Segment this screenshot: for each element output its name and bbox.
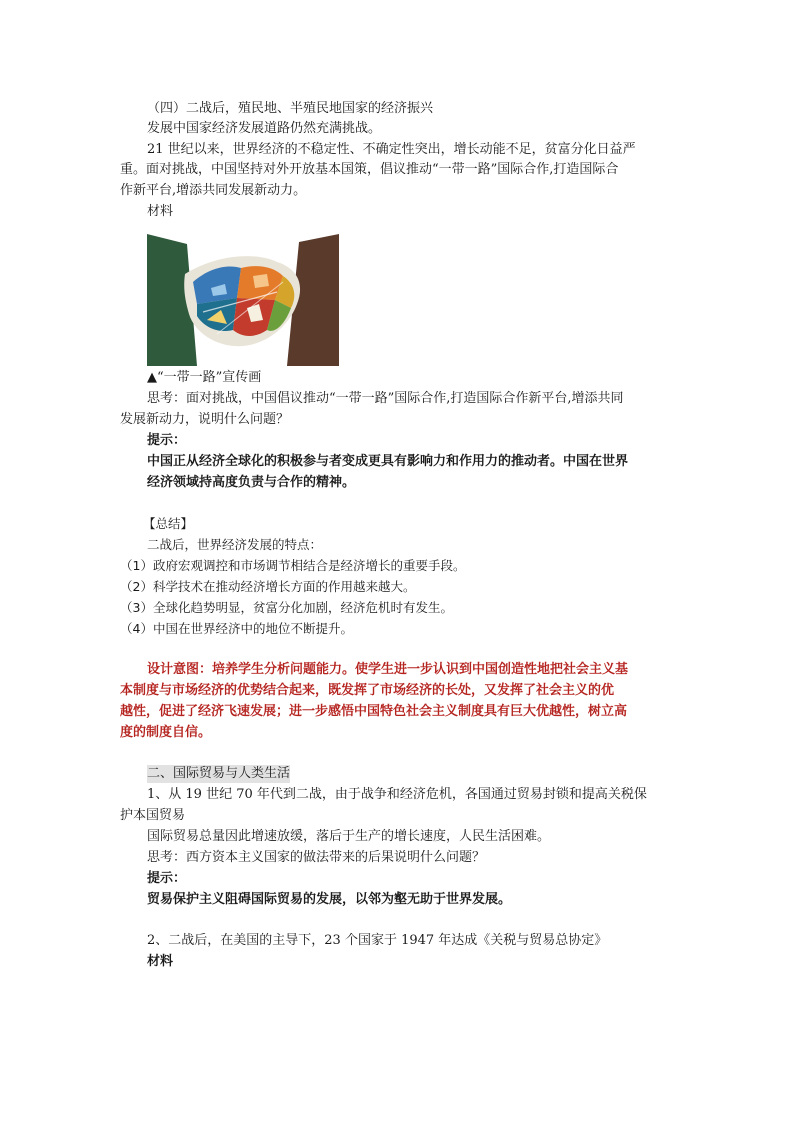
think-question: 思考：西方资本主义国家的做法带来的后果说明什么问题？ [147,850,486,865]
summary-item: （1）政府宏观调控和市场调节相结合是经济增长的重要手段。 [120,558,466,573]
handshake-belt-and-road-illustration [147,234,339,366]
section-heading: （四）二战后，殖民地、半殖民地国家的经济振兴 [147,101,434,116]
material-label: 材料 [147,204,174,219]
hint-answer: 经济领域持高度负责与合作的精神。 [147,475,356,490]
paragraph-line: 护本国贸易 [120,808,186,823]
summary-title: 【总结】 [143,516,194,531]
paragraph-line: 21 世纪以来，世界经济的不稳定性、不确定性突出，增长动能不足，贫富分化日益严 [147,142,636,157]
design-intent: 本制度与市场经济的优势结合起来，既发挥了市场经济的长处，又发挥了社会主义的优 [120,683,615,698]
summary-item: （4）中国在世界经济中的地位不断提升。 [120,621,353,636]
hint-label: 提示： [147,433,187,448]
hint-answer: 中国正从经济全球化的积极参与者变成更具有影响力和作用力的推动者。中国在世界 [147,454,629,469]
think-question: 发展新动力，说明什么问题？ [120,412,290,427]
think-question: 思考：面对挑战，中国倡议推动“一带一路”国际合作,打造国际合作新平台,增添共同 [147,391,624,406]
design-intent: 越性，促进了经济飞速发展；进一步感悟中国特色社会主义制度具有巨大优越性，树立高 [120,704,628,719]
section-subheading: 发展中国家经济发展道路仍然充满挑战。 [147,121,382,136]
paragraph-line: 1、从 19 世纪 70 年代到二战，由于战争和经济危机，各国通过贸易封锁和提高关税保 [147,787,647,802]
paragraph-line: 重。面对挑战，中国坚持对外开放基本国策，倡议推动“一带一路”国际合作,打造国际合 [120,162,619,177]
paragraph-line: 作新平台,增添共同发展新动力。 [120,183,307,198]
summary-item: （3）全球化趋势明显，贫富分化加剧，经济危机时有发生。 [120,600,453,615]
material-label: 材料 [147,954,174,969]
design-intent: 度的制度自信。 [120,725,212,740]
section-heading: 二、国际贸易与人类生活 [147,766,291,781]
image-caption: ▲“一带一路”宣传画 [147,370,262,385]
hint-label: 提示： [147,871,187,886]
design-intent: 设计意图：培养学生分析问题能力。使学生进一步认识到中国创造性地把社会主义基 [147,662,629,677]
summary-item: （2）科学技术在推动经济增长方面的作用越来越大。 [120,579,416,594]
hint-answer: 贸易保护主义阻碍国际贸易的发展，以邻为壑无助于世界发展。 [147,892,512,907]
summary-intro: 二战后，世界经济发展的特点： [147,537,323,552]
paragraph-line: 国际贸易总量因此增速放缓，落后于生产的增长速度，人民生活困难。 [147,829,551,844]
paragraph-line: 2、二战后，在美国的主导下，23 个国家于 1947 年达成《关税与贸易总协定》 [147,933,608,948]
